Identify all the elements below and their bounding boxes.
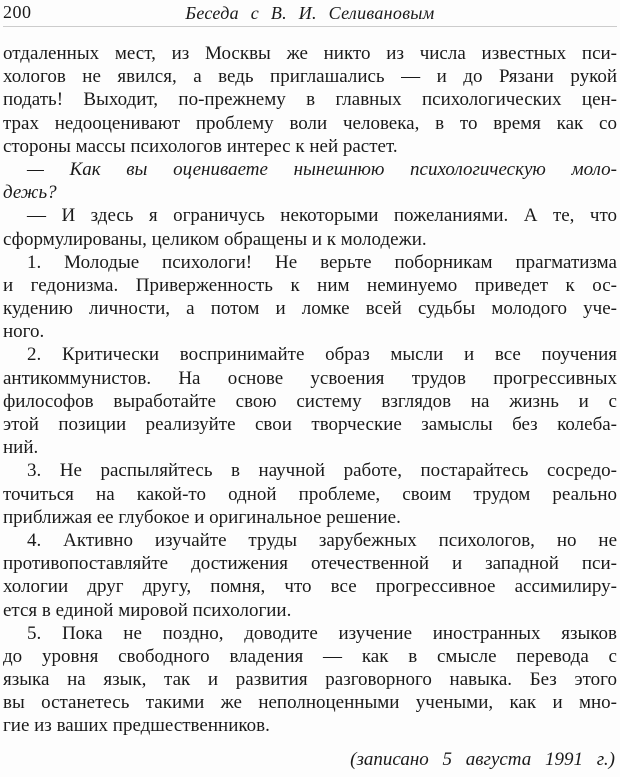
paragraph-1 — [3, 42, 617, 158]
text-line: стороны массы психологов интерес к ней растет. — [3, 135, 398, 157]
text-line: языка на язык, так и развития разговорного навыка. Без этого — [3, 669, 617, 691]
text-line: дежь? — [3, 182, 57, 204]
text-line: точиться на какой-то одной проблеме, своим трудом реально — [3, 483, 617, 505]
footer-note: (записано 5 августа 1991 г.) — [350, 748, 615, 770]
text-line: этой позиции реализуйте свои творческие замыслы без колеба- — [3, 414, 617, 435]
page-body — [3, 42, 617, 738]
text-line: 5. Пока не поздно, доводите изучение иностранных языков — [27, 622, 617, 644]
text-line: 1. Молодые психологи! Не верьте поборникам прагматизма — [27, 251, 617, 273]
text-line: антикоммунистов. На основе усвоения трудов прогрессивных — [3, 367, 617, 389]
page-number: 200 — [3, 2, 32, 22]
paragraph-4-item-1 — [3, 251, 617, 344]
text-line: сформулированы, целиком обращены и к молодежи. — [3, 228, 427, 250]
text-line: — И здесь я ограничусь некоторыми пожеланиями. А те, что — [27, 205, 617, 227]
text-line: и гедонизма. Приверженность к ним неминуемо приведет к ос- — [3, 274, 617, 296]
text-line: гие из ваших предшественников. — [3, 715, 270, 737]
paragraph-6-item-3 — [3, 459, 617, 529]
text-line: отдаленных мест, из Москвы же никто из числа известных пси- — [3, 43, 617, 64]
text-line: до уровня свободного владения — как в смысле перевода с — [3, 645, 617, 667]
text-line: 2. Критически воспринимайте образ мысли и все поучения — [27, 344, 617, 366]
text-line: подать! Выходит, по-прежнему в главных психологических цен- — [3, 89, 617, 111]
text-line: 3. Не распыляйтесь в научной работе, постарайтесь сосредо- — [27, 460, 617, 482]
running-title: Беседа с В. И. Селивановым — [185, 3, 435, 23]
paragraph-3-answer — [3, 204, 617, 250]
text-line: кудению личности, а потом и ломке всей судьбы молодого уче- — [3, 298, 617, 320]
text-line: приближая ее глубокое и оригинальное решение. — [3, 506, 401, 528]
text-line: вы останетесь такими же неполноценными учеными, как и мно- — [3, 692, 617, 714]
page-header — [3, 0, 617, 24]
paragraph-2-question — [3, 158, 617, 204]
text-line: ного. — [3, 321, 45, 343]
text-line: хологов не явился, а ведь приглашались — и до Рязани рукой — [3, 66, 617, 88]
text-line: ний. — [3, 437, 39, 459]
paragraph-7-item-4 — [3, 529, 617, 622]
text-line: трах недооценивают проблему воли человека, в то время как со — [3, 112, 617, 134]
header-rule — [3, 26, 617, 27]
text-line: ется в единой мировой психологии. — [3, 599, 292, 621]
paragraph-5-item-2 — [3, 343, 617, 459]
text-line: — Как вы оцениваете нынешнюю психологическую моло- — [27, 158, 617, 180]
text-line: 4. Активно изучайте труды зарубежных психологов, но не — [27, 529, 617, 551]
paragraph-8-item-5 — [3, 622, 617, 738]
text-line: противопоставляйте достижения отечественной и западной пси- — [3, 553, 617, 575]
text-line: хологии друг другу, помня, что все прогрессивное ассимилиру- — [3, 576, 617, 598]
text-line: философов выработайте свою систему взглядов на жизнь и с — [3, 390, 617, 412]
